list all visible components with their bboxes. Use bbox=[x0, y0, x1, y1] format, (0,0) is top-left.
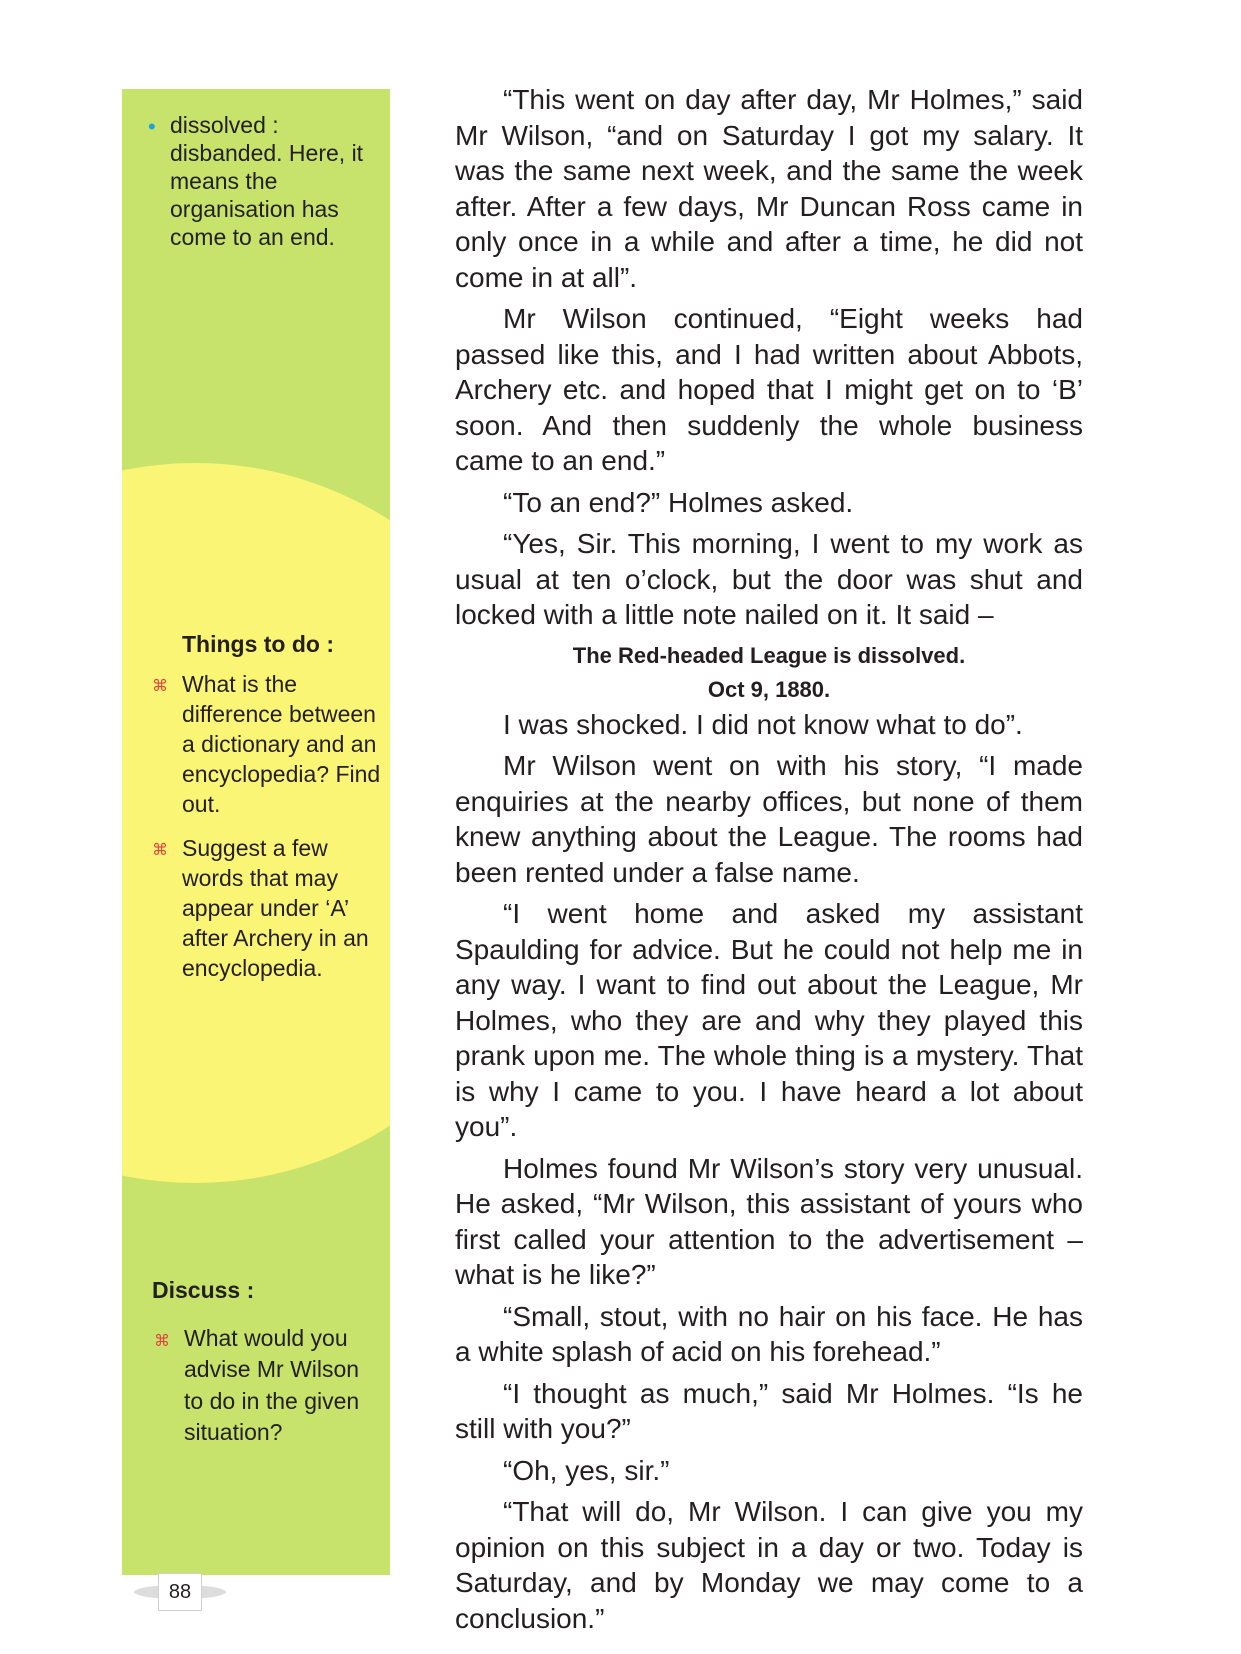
things-to-do-text: Suggest a few words that may appear under ‘A’ after Archery in an encyclopedia. bbox=[182, 835, 369, 981]
story-paragraph: “Yes, Sir. This morning, I went to my work as usual at ten o’clock, but the door was shut and locked with a little note nailed on it. It said – bbox=[455, 528, 1083, 630]
discuss-heading: Discuss : bbox=[152, 1277, 255, 1303]
glossary-definition: disbanded. Here, it means the organisation has come to an end. bbox=[170, 140, 364, 250]
discuss-box bbox=[152, 1275, 362, 1449]
command-bullet-icon: ⌘ bbox=[152, 842, 168, 859]
command-bullet-icon: ⌘ bbox=[154, 1332, 170, 1350]
things-to-do-heading: Things to do : bbox=[182, 631, 335, 657]
story-paragraph: Mr Wilson continued, “Eight weeks had passed like this, and I had written about Abbots, Archery etc. and hoped that I might get on to ‘B’ soon. And then suddenly the whole business came to an end.” bbox=[455, 303, 1083, 476]
things-to-do-text: What is the difference between a dictionary and an encyclopedia? Find out. bbox=[182, 671, 381, 817]
league-notice-title: The Red-headed League is dissolved. bbox=[572, 642, 966, 668]
story-paragraph: “I thought as much,” said Mr Holmes. “Is he still with you?” bbox=[455, 1377, 1083, 1444]
story-paragraph: “That will do, Mr Wilson. I can give you my opinion on this subject in a day or two. Today is Saturday, and by Monday we may come to a conclusion.” bbox=[455, 1496, 1083, 1634]
bullet-dot-icon: • bbox=[148, 114, 156, 139]
things-to-do-item bbox=[152, 669, 390, 819]
page-number: 88 bbox=[158, 1573, 202, 1611]
story-paragraph: Mr Wilson went on with his story, “I made enquiries at the nearby offices, but none of them knew anything about the League. The rooms had been rented under a false name. bbox=[455, 750, 1083, 888]
story-paragraph: “Small, stout, with no hair on his face. He has a white splash of acid on his forehead.” bbox=[455, 1300, 1083, 1367]
story-paragraph: “To an end?” Holmes asked. bbox=[503, 486, 854, 518]
league-notice-date: Oct 9, 1880. bbox=[707, 676, 831, 702]
things-to-do-box bbox=[152, 629, 390, 997]
glossary-item bbox=[148, 111, 380, 251]
story-paragraph: “Oh, yes, sir.” bbox=[503, 1454, 670, 1486]
story-paragraph: Holmes found Mr Wilson’s story very unusual. He asked, “Mr Wilson, this assistant of yours who first called your attention to the advertisement – what is he like?” bbox=[455, 1152, 1083, 1290]
things-to-do-item bbox=[152, 833, 390, 983]
command-bullet-icon: ⌘ bbox=[152, 678, 168, 695]
story-paragraph: “This went on day after day, Mr Holmes,” said Mr Wilson, “and on Saturday I got my salary. It was the same next week, and the same the week after. After a few days, Mr Duncan Ross came in only once in a while and after a time, he did not come in at all”. bbox=[455, 84, 1083, 293]
glossary-term: dissolved : bbox=[170, 112, 279, 138]
discuss-item bbox=[154, 1323, 362, 1449]
margin-sidebar bbox=[122, 89, 390, 1575]
story-paragraph: I was shocked. I did not know what to do”. bbox=[503, 708, 1023, 740]
page-number-tab bbox=[134, 1573, 226, 1609]
story-text bbox=[455, 82, 1083, 1642]
story-paragraph: “I went home and asked my assistant Spaulding for advice. But he could not help me in any way. I want to find out about the League, Mr Holmes, who they are and why they played this prank upon me. The whole thing is a mystery. That is why I came to you. I have heard a lot about you”. bbox=[455, 898, 1083, 1142]
discuss-text: What would you advise Mr Wilson to do in the given situation? bbox=[184, 1324, 360, 1445]
glossary-note bbox=[148, 111, 380, 251]
